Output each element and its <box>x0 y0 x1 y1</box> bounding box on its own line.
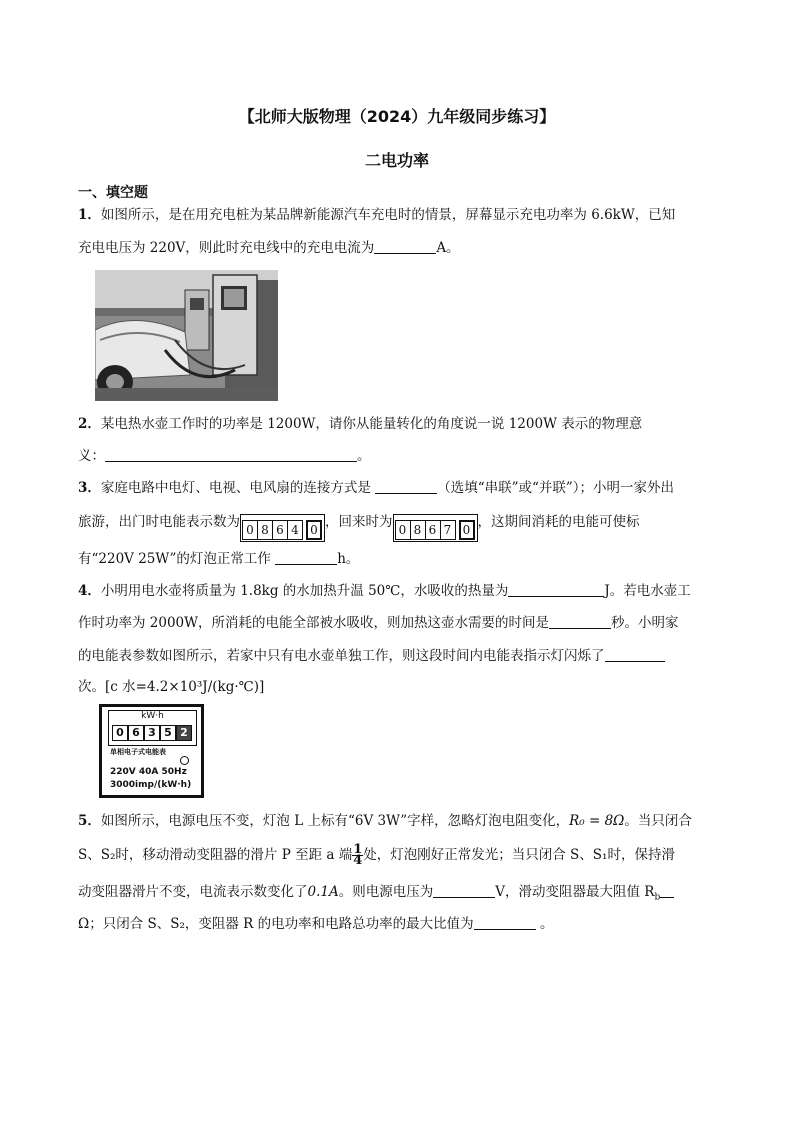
q3-number: 3． <box>78 480 101 496</box>
page-title: 【北师大版物理（2024）九年级同步练习】 <box>238 107 556 126</box>
q2-text-1: 某电热水壶工作时的功率是 1200W，请你从能量转化的角度说一说 1200W 表示的物理意 <box>100 416 643 432</box>
meter-start-digit: 6 <box>272 520 288 540</box>
q5-line3 <box>78 882 674 908</box>
meter-start-digit: 0 <box>242 520 258 540</box>
q4-line1 <box>78 581 691 601</box>
meter-end-digit: 0 <box>459 520 475 540</box>
q5-current-change: 0.1A <box>307 884 339 900</box>
q2-line2 <box>78 446 371 466</box>
meter-end-digit: 7 <box>440 520 456 540</box>
q4-text-1a: 小明用电水壶将质量为 1.8kg 的水加热升温 50℃，水吸收的热量为 <box>100 583 509 599</box>
meter-digit: 6 <box>128 725 144 741</box>
q1-line1 <box>78 205 675 225</box>
q1-line2 <box>78 238 460 258</box>
q3-text-2a: 旅游，出门时电能表示数为 <box>78 514 240 530</box>
q3-text-2b: ，回来时为 <box>325 514 393 530</box>
q5-text-3c: V，滑动变阻器最大阻值 R <box>495 884 655 900</box>
q5-fraction <box>352 842 363 868</box>
q4-line2 <box>78 613 679 633</box>
q3-line1 <box>78 478 674 498</box>
meter-start-digit: 0 <box>306 520 322 540</box>
q2-text-2b: 。 <box>357 448 371 464</box>
q5-text-4b: 。 <box>539 916 554 932</box>
q5-answer-blank-3[interactable] <box>474 915 536 930</box>
q4-text-3: 的电能表参数如图所示，若家中只有电水壶单独工作，则这段时间内电能表指示灯闪烁了 <box>78 648 605 664</box>
indicator-light-icon <box>180 756 189 765</box>
q4-text-4: 次。[c 水=4.2×10³J/(kg·℃)] <box>78 679 265 695</box>
meter-start-digit: 8 <box>257 520 273 540</box>
q3-line2 <box>78 512 640 542</box>
meter-unit: kW·h <box>141 711 164 721</box>
q5-answer-blank-1[interactable] <box>433 883 495 898</box>
q4-line4 <box>78 677 264 697</box>
q1-number: 1． <box>78 207 101 223</box>
q1-answer-blank[interactable] <box>374 239 436 254</box>
electric-meter-picture <box>99 704 204 798</box>
q5-line4 <box>78 914 553 934</box>
q3-text-2c: ，这期间消耗的电能可使标 <box>477 514 640 530</box>
q5-text-2b: 处，灯泡刚好正常发光；当只闭合 S、S₁时，保持滑 <box>363 847 675 863</box>
meter-spec-1: 220V 40A 50Hz <box>110 767 187 777</box>
meter-end-digit: 0 <box>395 520 411 540</box>
q1-text-2a: 充电电压为 220V，则此时充电线中的充电电流为 <box>78 240 375 256</box>
meter-reading-end <box>393 514 478 542</box>
q5-r0: R₀ = 8Ω <box>569 813 625 829</box>
q3-line3 <box>78 549 359 569</box>
q3-answer-blank-2[interactable] <box>275 550 337 565</box>
q5-text-2a: S、S₂时，移动滑动变阻器的滑片 P 至距 a 端 <box>78 847 353 863</box>
q5-text-3b: 。则电源电压为 <box>338 884 434 900</box>
section-heading: 一、填空题 <box>78 185 148 201</box>
q3-text-1a: 家庭电路中电灯、电视、电风扇的连接方式是 <box>100 480 371 496</box>
q2-line1 <box>78 414 642 434</box>
q2-number: 2． <box>78 416 101 432</box>
meter-digit: 3 <box>144 725 160 741</box>
q4-answer-blank-3[interactable] <box>605 647 665 662</box>
meter-start-digit: 4 <box>287 520 303 540</box>
q5-text-1b: 。当只闭合 <box>624 813 692 829</box>
q4-line3 <box>78 646 665 666</box>
q5-rb-subscript: b <box>654 892 661 903</box>
meter-end-digit: 6 <box>425 520 441 540</box>
q5-line1 <box>78 811 692 831</box>
q4-text-2a: 作时功率为 2000W，所消耗的电能全部被水吸收，则加热这壶水需要的时间是 <box>78 615 550 631</box>
q4-answer-blank-1[interactable] <box>508 582 604 597</box>
meter-reading-start <box>240 514 325 542</box>
meter-digit: 2 <box>176 725 192 741</box>
q2-text-2a: 义： <box>78 448 105 464</box>
q5-answer-blank-2[interactable] <box>660 883 674 898</box>
fraction-numerator: 1 <box>353 842 363 857</box>
meter-digit: 0 <box>112 725 128 741</box>
charging-station-photo <box>95 270 278 401</box>
meter-digit: 5 <box>160 725 176 741</box>
q4-text-2b: 秒。小明家 <box>611 615 679 631</box>
q5-text-4a: Ω；只闭合 S、S₂，变阻器 R 的电功率和电路总功率的最大比值为 <box>78 916 474 932</box>
q3-text-3b: h。 <box>337 551 360 567</box>
q3-text-3a: 有“220V 25W”的灯泡正常工作 <box>78 551 271 567</box>
q2-answer-blank[interactable] <box>105 447 357 462</box>
fraction-denominator: 4 <box>353 853 363 868</box>
meter-end-digit: 8 <box>410 520 426 540</box>
q4-answer-blank-2[interactable] <box>549 614 611 629</box>
q1-text-1: 如图所示，是在用充电桩为某品牌新能源汽车充电时的情景，屏幕显示充电功率为 6.6kW，已知 <box>100 207 676 223</box>
q3-text-1b: （选填“串联”或“并联”）；小明一家外出 <box>437 480 675 496</box>
q5-text-1a: 如图所示，电源电压不变，灯泡 L 上标有“6V 3W”字样，忽略灯泡电阻变化， <box>100 813 570 829</box>
q1-text-2b: A。 <box>436 240 460 256</box>
q3-answer-blank-1[interactable] <box>375 479 437 494</box>
meter-spec-2: 3000imp/(kW·h) <box>110 780 192 790</box>
meter-label: 单相电子式电能表 <box>110 748 166 756</box>
page-subtitle: 二电功率 <box>364 151 429 170</box>
q5-number: 5． <box>78 813 101 829</box>
q5-line2 <box>78 842 675 868</box>
q4-text-1b: J。若电水壶工 <box>604 583 691 599</box>
q4-number: 4． <box>78 583 101 599</box>
q5-text-3a: 动变阻器滑片不变，电流表示数变化了 <box>78 884 308 900</box>
